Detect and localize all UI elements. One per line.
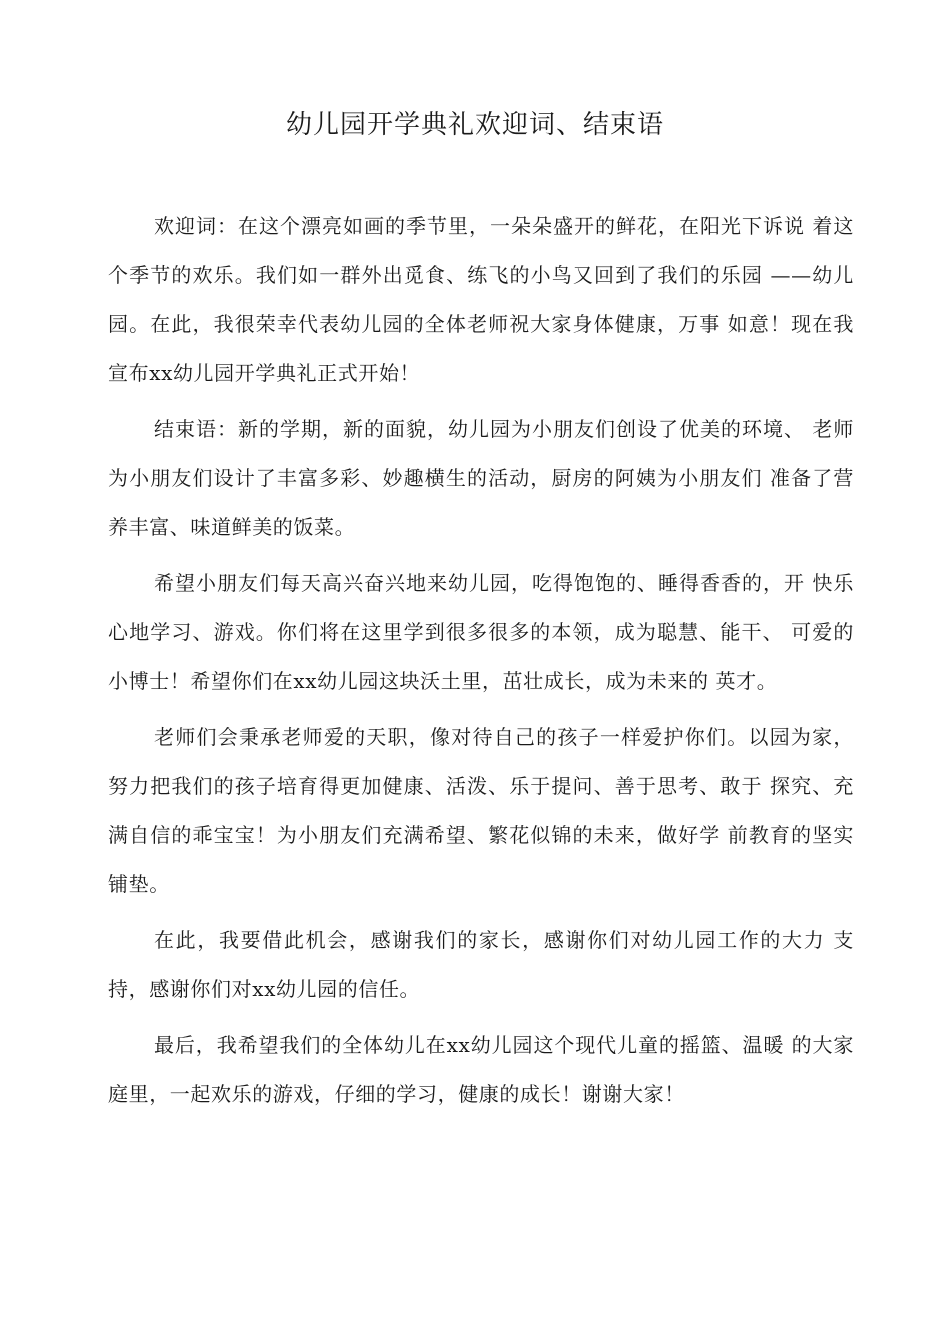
paragraph-thanks-parents: 在此，我要借此机会，感谢我们的家长，感谢你们对幼儿园工作的大力 支持，感谢你们对xx幼儿园的信任。 <box>108 928 854 1001</box>
paragraph-hopes: 希望小朋友们每天高兴奋兴地来幼儿园，吃得饱饱的、睡得香香的，开 快乐心地学习、游戏。你们将在这里学到很多很多的本领，成为聪慧、能干、 可爱的小博士！希望你们在xx幼儿园这块沃土里，茁壮成长，成为未来的 英才。 <box>108 571 854 693</box>
paragraph-closing: 结束语：新的学期，新的面貌，幼儿园为小朋友们创设了优美的环境、 老师为小朋友们设计了丰富多彩、妙趣横生的活动，厨房的阿姨为小朋友们 准备了营养丰富、味道鲜美的饭菜。 <box>108 417 854 539</box>
document-body <box>108 202 854 1126</box>
paragraph-welcome: 欢迎词：在这个漂亮如画的季节里，一朵朵盛开的鲜花，在阳光下诉说 着这个季节的欢乐。我们如一群外出觅食、练飞的小鸟又回到了我们的乐园 ——幼儿园。在此，我很荣幸代表幼儿园的全体老师祝大家身体健康，万事 如意！现在我宣布xx幼儿园开学典礼正式开始！ <box>108 214 854 385</box>
document-title: 幼儿园开学典礼欢迎词、结束语 <box>285 110 664 140</box>
paragraph-teachers: 老师们会秉承老师爱的天职，像对待自己的孩子一样爱护你们。以园为家，努力把我们的孩子培育得更加健康、活泼、乐于提问、善于思考、敢于 探究、充满自信的乖宝宝！为小朋友们充满希望、繁花似锦的未来，做好学 前教育的坚实铺垫。 <box>108 725 854 896</box>
paragraph-final: 最后，我希望我们的全体幼儿在xx幼儿园这个现代儿童的摇篮、温暖 的大家庭里，一起欢乐的游戏，仔细的学习，健康的成长！谢谢大家！ <box>108 1033 854 1106</box>
